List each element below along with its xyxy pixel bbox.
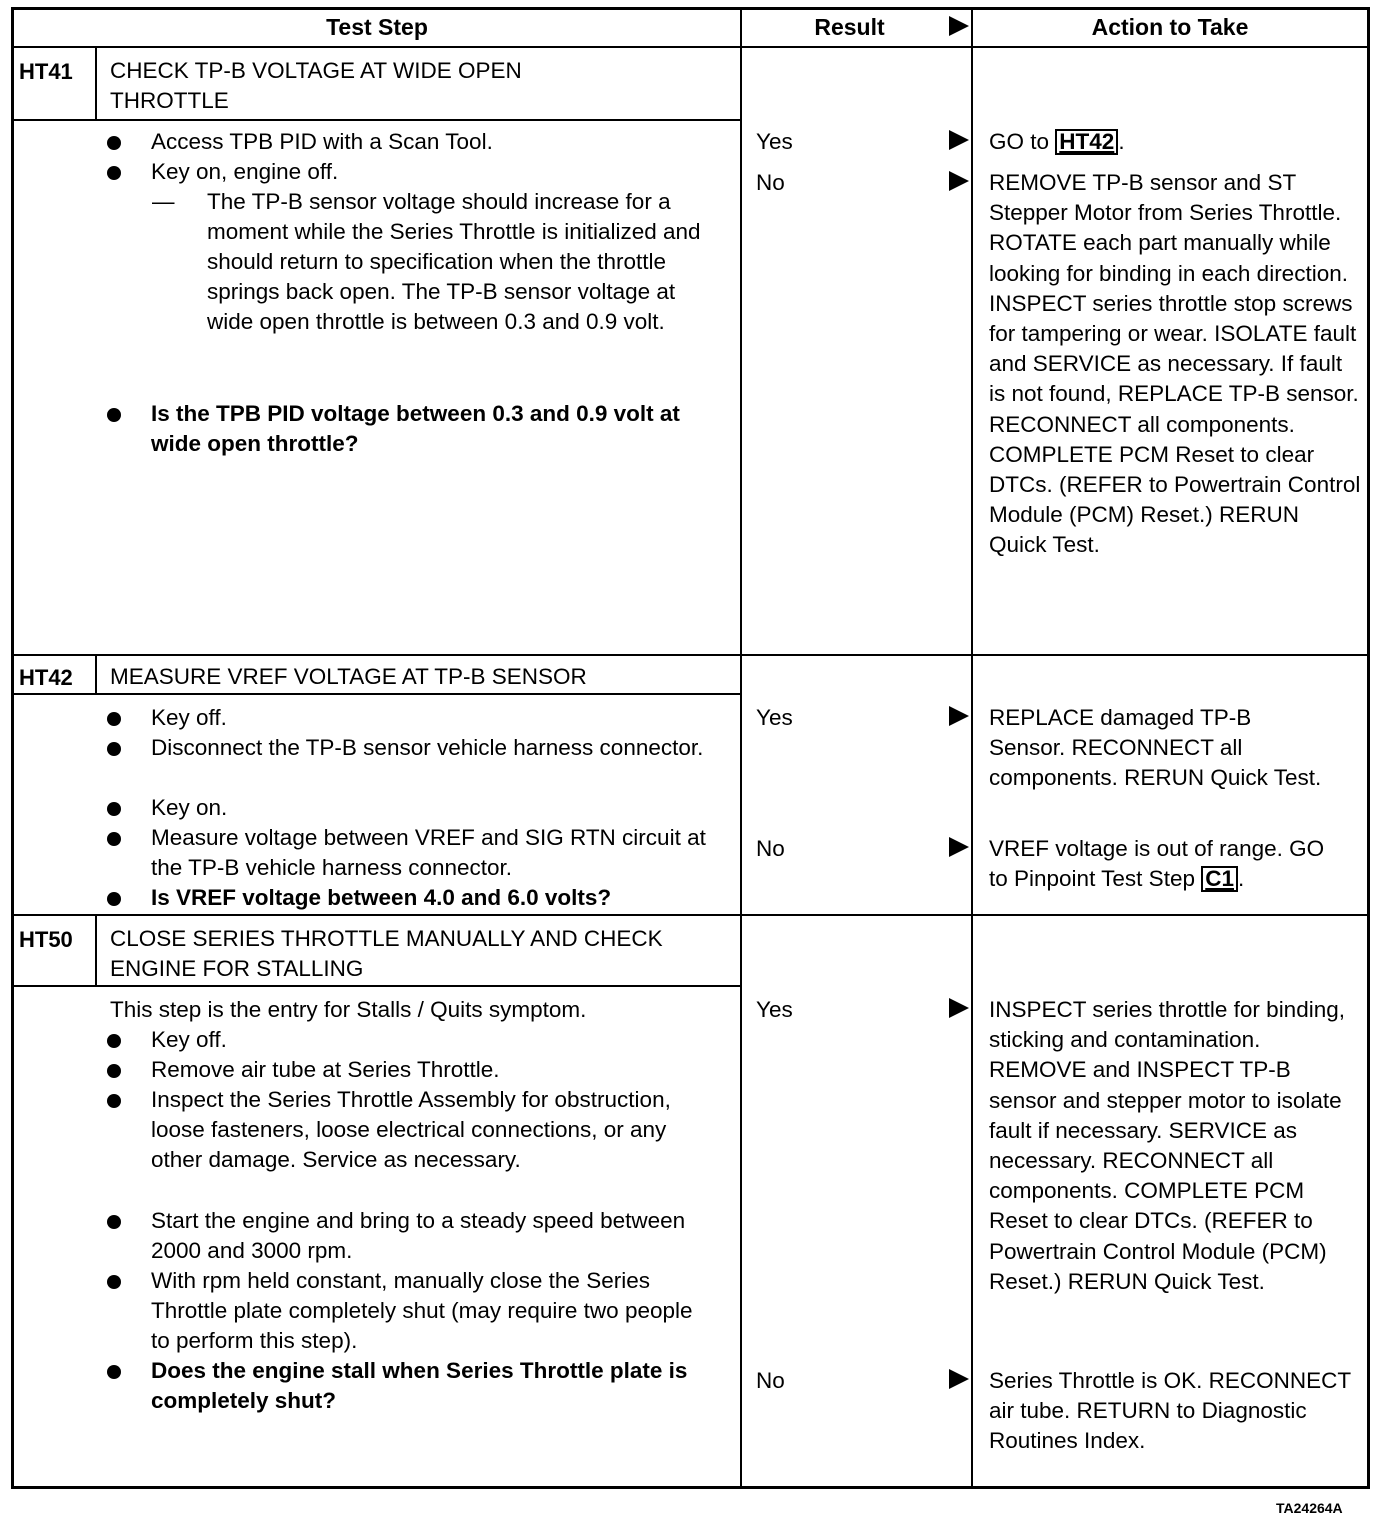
bullet-item: Inspect the Series Throttle Assembly for obstruction, loose fasteners, loose electrical connections, or any other damage. Service as necessary.	[151, 1085, 711, 1175]
action-text: REPLACE damaged TP-B Sensor. RECONNECT all components. RERUN Quick Test.	[989, 705, 1322, 791]
action-text: REMOVE TP-B sensor and ST Stepper Motor from Series Throttle. ROTATE each part manually while looking for binding in each direction. INSPECT series throttle stop screws for tampering or wear. ISOLATE fault and SERVICE as necessary. If fault is not found, REPLACE TP-B sensor. RECONNECT all components. COMPLETE PCM Reset to clear DTCs. (REFER to Powertrain Control Module (PCM) Reset.) RERUN Quick Test.	[989, 170, 1361, 558]
arrow-icon	[949, 171, 969, 191]
result-yes: Yes	[756, 997, 793, 1022]
bullet-icon	[107, 1034, 121, 1048]
header-result: Result	[814, 14, 885, 40]
action-text: INSPECT series throttle for binding, sticking and contamination. REMOVE and INSPECT TP-B sensor and stepper motor to isolate fault if necessary. SERVICE as necessary. RECONNECT all components. COMPLETE PCM Reset to clear DTCs. (REFER to Powertrain Control Module (PCM) Reset.) RERUN Quick Test.	[989, 997, 1345, 1294]
bullet-icon	[107, 1275, 121, 1289]
bullet-item: Key on.	[151, 793, 711, 823]
bullet-item: Disconnect the TP-B sensor vehicle harness connector.	[151, 733, 711, 763]
bullet-item: Access TPB PID with a Scan Tool.	[151, 127, 711, 157]
header-action: Action to Take	[1091, 14, 1249, 40]
arrow-icon	[949, 998, 969, 1018]
bullet-icon	[107, 1215, 121, 1229]
step-id: HT50	[19, 927, 73, 952]
result-no: No	[756, 836, 785, 861]
bullet-icon	[107, 166, 121, 180]
result-yes: Yes	[756, 705, 793, 730]
step-title: CLOSE SERIES THROTTLE MANUALLY AND CHECK ENGINE FOR STALLING	[110, 926, 663, 981]
bullet-item: Measure voltage between VREF and SIG RTN circuit at the TP-B vehicle harness connector.	[151, 823, 711, 883]
arrow-icon	[949, 837, 969, 857]
result-no: No	[756, 1368, 785, 1393]
action-text: Series Throttle is OK. RECONNECT air tube. RETURN to Diagnostic Routines Index.	[989, 1368, 1351, 1454]
figure-id: TA24264A	[1276, 1500, 1343, 1516]
bullet-item: Key off.	[151, 703, 711, 733]
arrow-icon	[949, 706, 969, 726]
bullet-item: With rpm held constant, manually close the Series Throttle plate completely shut (may require two people to perform this step).	[151, 1266, 711, 1356]
step-reference-link[interactable]: C1	[1201, 866, 1238, 892]
step-reference-link[interactable]: HT42	[1055, 129, 1118, 155]
bullet-icon	[107, 712, 121, 726]
dash-icon: —	[152, 189, 175, 214]
arrow-icon	[949, 1369, 969, 1389]
bullet-icon	[107, 832, 121, 846]
result-yes: Yes	[756, 129, 793, 154]
bullet-item: Start the engine and bring to a steady speed between 2000 and 3000 rpm.	[151, 1206, 711, 1266]
bullet-icon	[107, 1094, 121, 1108]
step-question: Does the engine stall when Series Throttle plate is completely shut?	[151, 1356, 711, 1416]
step-question: Is the TPB PID voltage between 0.3 and 0.9 volt at wide open throttle?	[151, 399, 711, 459]
step-question: Is VREF voltage between 4.0 and 6.0 volts?	[151, 883, 731, 913]
bullet-item: Key on, engine off.	[151, 157, 711, 187]
action-text: VREF voltage is out of range. GO to Pinpoint Test Step C1 .	[989, 836, 1325, 892]
step-intro: This step is the entry for Stalls / Quits symptom.	[110, 997, 587, 1022]
dash-item: — The TP-B sensor voltage should increase for a moment while the Series Throttle is initialized and should return to specification when the throttle springs back open. The TP-B sensor voltage at wide open throttle is between 0.3 and 0.9 volt.	[152, 189, 701, 334]
arrow-icon	[949, 130, 969, 150]
bullet-icon	[107, 1064, 121, 1078]
step-id: HT42	[19, 665, 73, 690]
step-id: HT41	[19, 59, 73, 84]
step-title: MEASURE VREF VOLTAGE AT TP-B SENSOR	[110, 664, 587, 689]
bullet-icon	[107, 742, 121, 756]
bullet-item: Remove air tube at Series Throttle.	[151, 1055, 711, 1085]
step-title: CHECK TP-B VOLTAGE AT WIDE OPEN THROTTLE	[110, 58, 522, 113]
arrow-icon	[949, 16, 969, 36]
bullet-icon	[107, 802, 121, 816]
action-text: GO to HT42 .	[989, 129, 1125, 154]
result-no: No	[756, 170, 785, 195]
bullet-icon	[107, 892, 121, 906]
bullet-icon	[107, 408, 121, 422]
header-test-step: Test Step	[326, 14, 428, 40]
bullet-icon	[107, 1365, 121, 1379]
bullet-item: Key off.	[151, 1025, 711, 1055]
bullet-icon	[107, 136, 121, 150]
